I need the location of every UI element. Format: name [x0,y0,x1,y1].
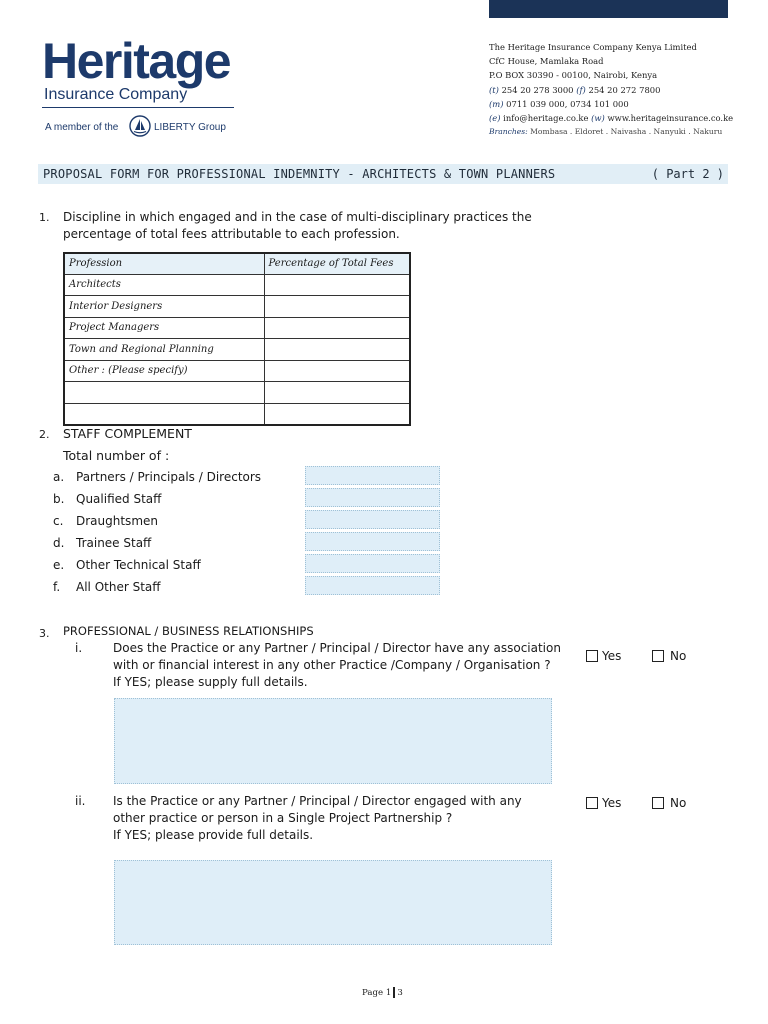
percentage-cell[interactable] [264,274,410,296]
logo-subtitle: Insurance Company [44,86,188,103]
percentage-cell[interactable] [264,382,410,404]
staff-letter-d: d. [53,536,65,550]
profession-cell: Project Managers [64,317,264,339]
page-footer [362,987,403,998]
q3i-no-label: No [670,649,687,663]
profession-cell[interactable] [64,403,264,425]
staff-letter-a: a. [53,470,65,484]
q3i-details-textarea[interactable] [114,698,552,784]
staff-label-other-technical: Other Technical Staff [76,558,201,572]
q3i-roman: i. [75,641,83,655]
q3i-yes-checkbox[interactable] [586,650,598,662]
top-brand-bar [489,0,728,18]
table-row [64,382,410,404]
email-link[interactable]: info@heritage.co.ke [503,112,589,123]
q3ii-line2: other practice or person in a Single Project Partnership ? [113,811,453,825]
table-row [64,274,410,296]
profession-cell[interactable] [64,382,264,404]
company-name: The Heritage Insurance Company Kenya Limited [489,42,697,52]
staff-letter-e: e. [53,558,65,572]
logo-divider [42,107,234,108]
staff-letter-f: f. [53,580,61,594]
mobile-line: (m) 0711 039 000, 0734 101 000 [489,98,629,109]
all-other-staff-input[interactable] [305,576,440,595]
website-link[interactable]: www.heritageinsurance.co.ke [607,112,734,123]
q2-title: STAFF COMPLEMENT [63,426,192,441]
page-total: 3 [397,988,403,998]
percentage-cell[interactable] [264,360,410,382]
staff-label-trainee: Trainee Staff [76,536,152,550]
table-row [64,403,410,425]
q3i-line1: Does the Practice or any Partner / Principal / Director have any association [113,641,561,655]
q1-number: 1. [39,211,50,224]
profession-cell: Interior Designers [64,296,264,318]
q3ii-no-label: No [670,796,687,810]
percentage-cell[interactable] [264,339,410,361]
logo-wordmark: Heritage [42,33,231,89]
email-web-line: (e) info@heritage.co.ke (w) www.heritageinsurance.co.ke [489,112,734,123]
percentage-cell[interactable] [264,296,410,318]
contact-details [489,42,733,141]
percentage-cell[interactable] [264,403,410,425]
branches-line: Branches: Mombasa . Eldoret . Naivasha . Nanyuki . Nakuru [489,127,723,137]
staff-letter-b: b. [53,492,65,506]
staff-label-draughtsmen: Draughtsmen [76,514,158,528]
table-row [64,339,410,361]
percentage-cell[interactable] [264,317,410,339]
staff-letter-c: c. [53,514,64,528]
q3ii-roman: ii. [75,794,86,808]
staff-label-partners: Partners / Principals / Directors [76,470,262,484]
address-line-1: CfC House, Mamlaka Road [489,56,604,67]
q3i-line3: If YES; please supply full details. [113,675,308,689]
header-profession: Profession [64,253,264,274]
q3ii-line3: If YES; please provide full details. [113,828,314,842]
q1-text-line1: Discipline in which engaged and in the case of multi-disciplinary practices the [63,210,532,224]
trainee-staff-input[interactable] [305,532,440,551]
phone-fax-line: (t) 254 20 278 3000 (f) 254 20 272 7800 [489,84,661,95]
staff-label-all-other: All Other Staff [76,580,161,594]
profession-cell: Other : (Please specify) [64,360,264,382]
table-header-row [64,253,410,274]
q3i-line2: with or financial interest in any other Practice /Company / Organisation ? [113,658,551,672]
heritage-logo [39,33,257,142]
form-title: PROPOSAL FORM FOR PROFESSIONAL INDEMNITY - ARCHITECTS & TOWN PLANNERS [43,167,556,181]
other-technical-input[interactable] [305,554,440,573]
q3ii-yes-label: Yes [602,796,622,810]
profession-fees-table [63,252,411,426]
partners-count-input[interactable] [305,466,440,485]
q3-number: 3. [39,627,50,640]
q2-subtitle: Total number of : [63,448,170,463]
form-title-banner [38,164,728,184]
profession-cell: Architects [64,274,264,296]
member-group-name: LIBERTY Group [154,122,226,133]
liberty-sailboat-icon [129,115,151,137]
q3ii-line1: Is the Practice or any Partner / Principal / Director engaged with any [113,794,522,808]
header-percentage: Percentage of Total Fees [264,253,410,274]
q1-text-line2: percentage of total fees attributable to each profession. [63,227,400,241]
form-part-label: ( Part 2 ) [651,167,724,181]
address-line-2: P.O BOX 30390 - 00100, Nairobi, Kenya [489,70,658,81]
q3ii-details-textarea[interactable] [114,860,552,945]
q3-title: PROFESSIONAL / BUSINESS RELATIONSHIPS [63,624,314,638]
table-row [64,360,410,382]
q3i-yes-label: Yes [602,649,622,663]
q3ii-no-checkbox[interactable] [652,797,664,809]
page-label: Page 1 [362,988,392,998]
staff-label-qualified: Qualified Staff [76,492,162,506]
page-separator [393,987,395,998]
q2-number: 2. [39,428,50,441]
qualified-staff-input[interactable] [305,488,440,507]
table-row [64,317,410,339]
profession-cell: Town and Regional Planning [64,339,264,361]
q3i-no-checkbox[interactable] [652,650,664,662]
draughtsmen-input[interactable] [305,510,440,529]
table-row [64,296,410,318]
member-prefix: A member of the [45,122,119,133]
q3ii-yes-checkbox[interactable] [586,797,598,809]
